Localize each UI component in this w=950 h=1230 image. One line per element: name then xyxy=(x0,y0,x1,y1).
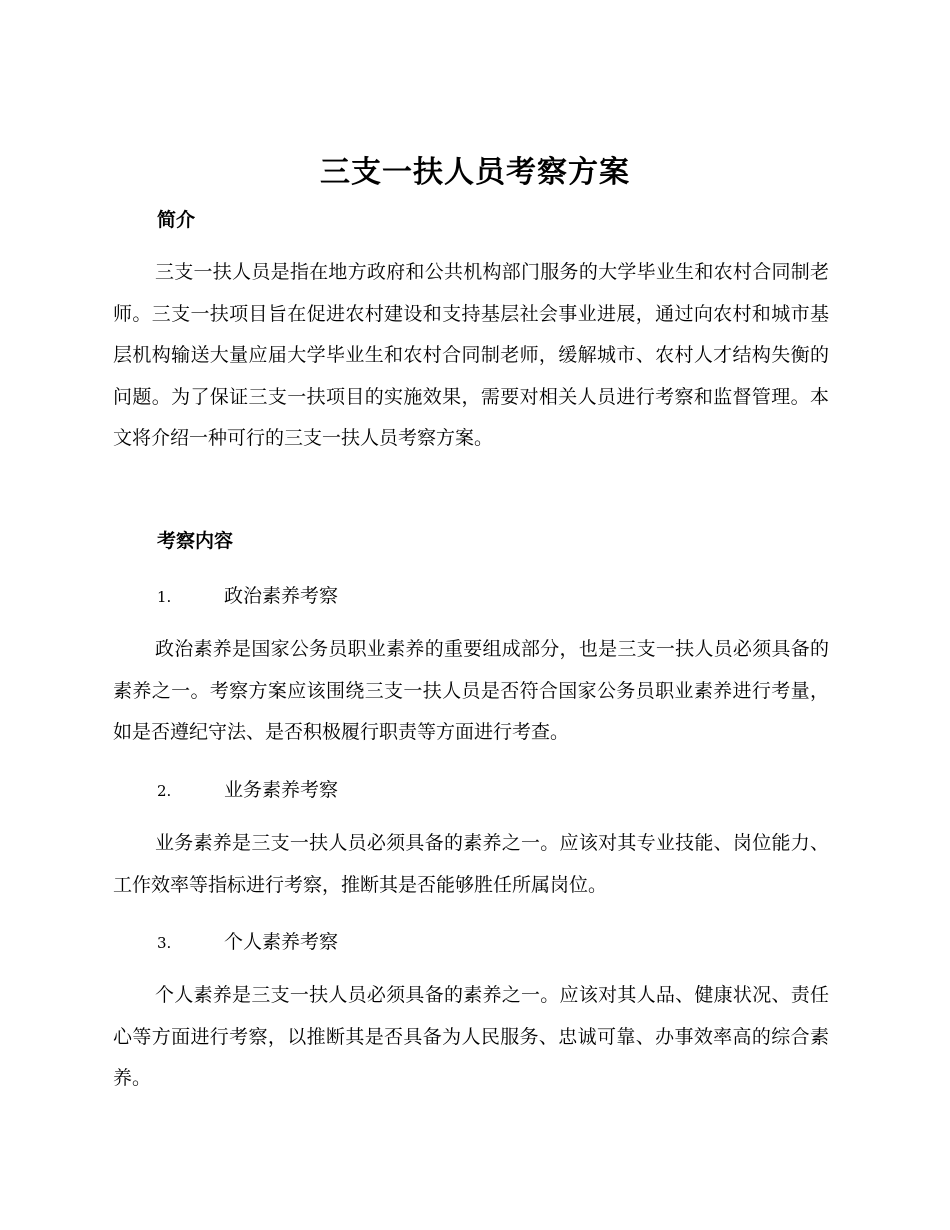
list-item-title: 个人素养考察 xyxy=(224,931,339,953)
list-number: 2. xyxy=(157,782,172,800)
list-item-title: 业务素养考察 xyxy=(224,779,339,801)
list-number: 3. xyxy=(157,934,172,952)
intro-paragraph: 三支一扶人员是指在地方政府和公共机构部门服务的大学毕业生和农村合同制老师。三支一扶项目旨在促进农村建设和支持基层社会事业进展，通过向农村和城市基层机构输送大量应届大学毕业生和农村合同制老师，缓解城市、农村人才结构失衡的问题。为了保证三支一扶项目的实施效果，需要对相关人员进行考察和监督管理。本文将介绍一种可行的三支一扶人员考察方案。 xyxy=(113,261,829,449)
list-number: 1. xyxy=(157,588,172,606)
list-item-business xyxy=(157,776,338,805)
section-heading-intro: 简介 xyxy=(157,209,196,231)
political-paragraph: 政治素养是国家公务员职业素养的重要组成部分，也是三支一扶人员必须具备的素养之一。考察方案应该围绕三支一扶人员是否符合国家公务员职业素养进行考量，如是否遵纪守法、是否积极履行职责等方面进行考查。 xyxy=(113,638,829,743)
document-title: 三支一扶人员考察方案 xyxy=(320,155,630,190)
list-item-political xyxy=(157,582,338,611)
section-heading-content: 考察内容 xyxy=(157,530,234,552)
list-item-title: 政治素养考察 xyxy=(224,585,339,607)
list-item-personal xyxy=(157,928,338,957)
personal-paragraph: 个人素养是三支一扶人员必须具备的素养之一。应该对其人品、健康状况、责任心等方面进行考察，以推断其是否具备为人民服务、忠诚可靠、办事效率高的综合素养。 xyxy=(113,984,829,1089)
business-paragraph: 业务素养是三支一扶人员必须具备的素养之一。应该对其专业技能、岗位能力、工作效率等指标进行考察，推断其是否能够胜任所属岗位。 xyxy=(113,832,829,896)
